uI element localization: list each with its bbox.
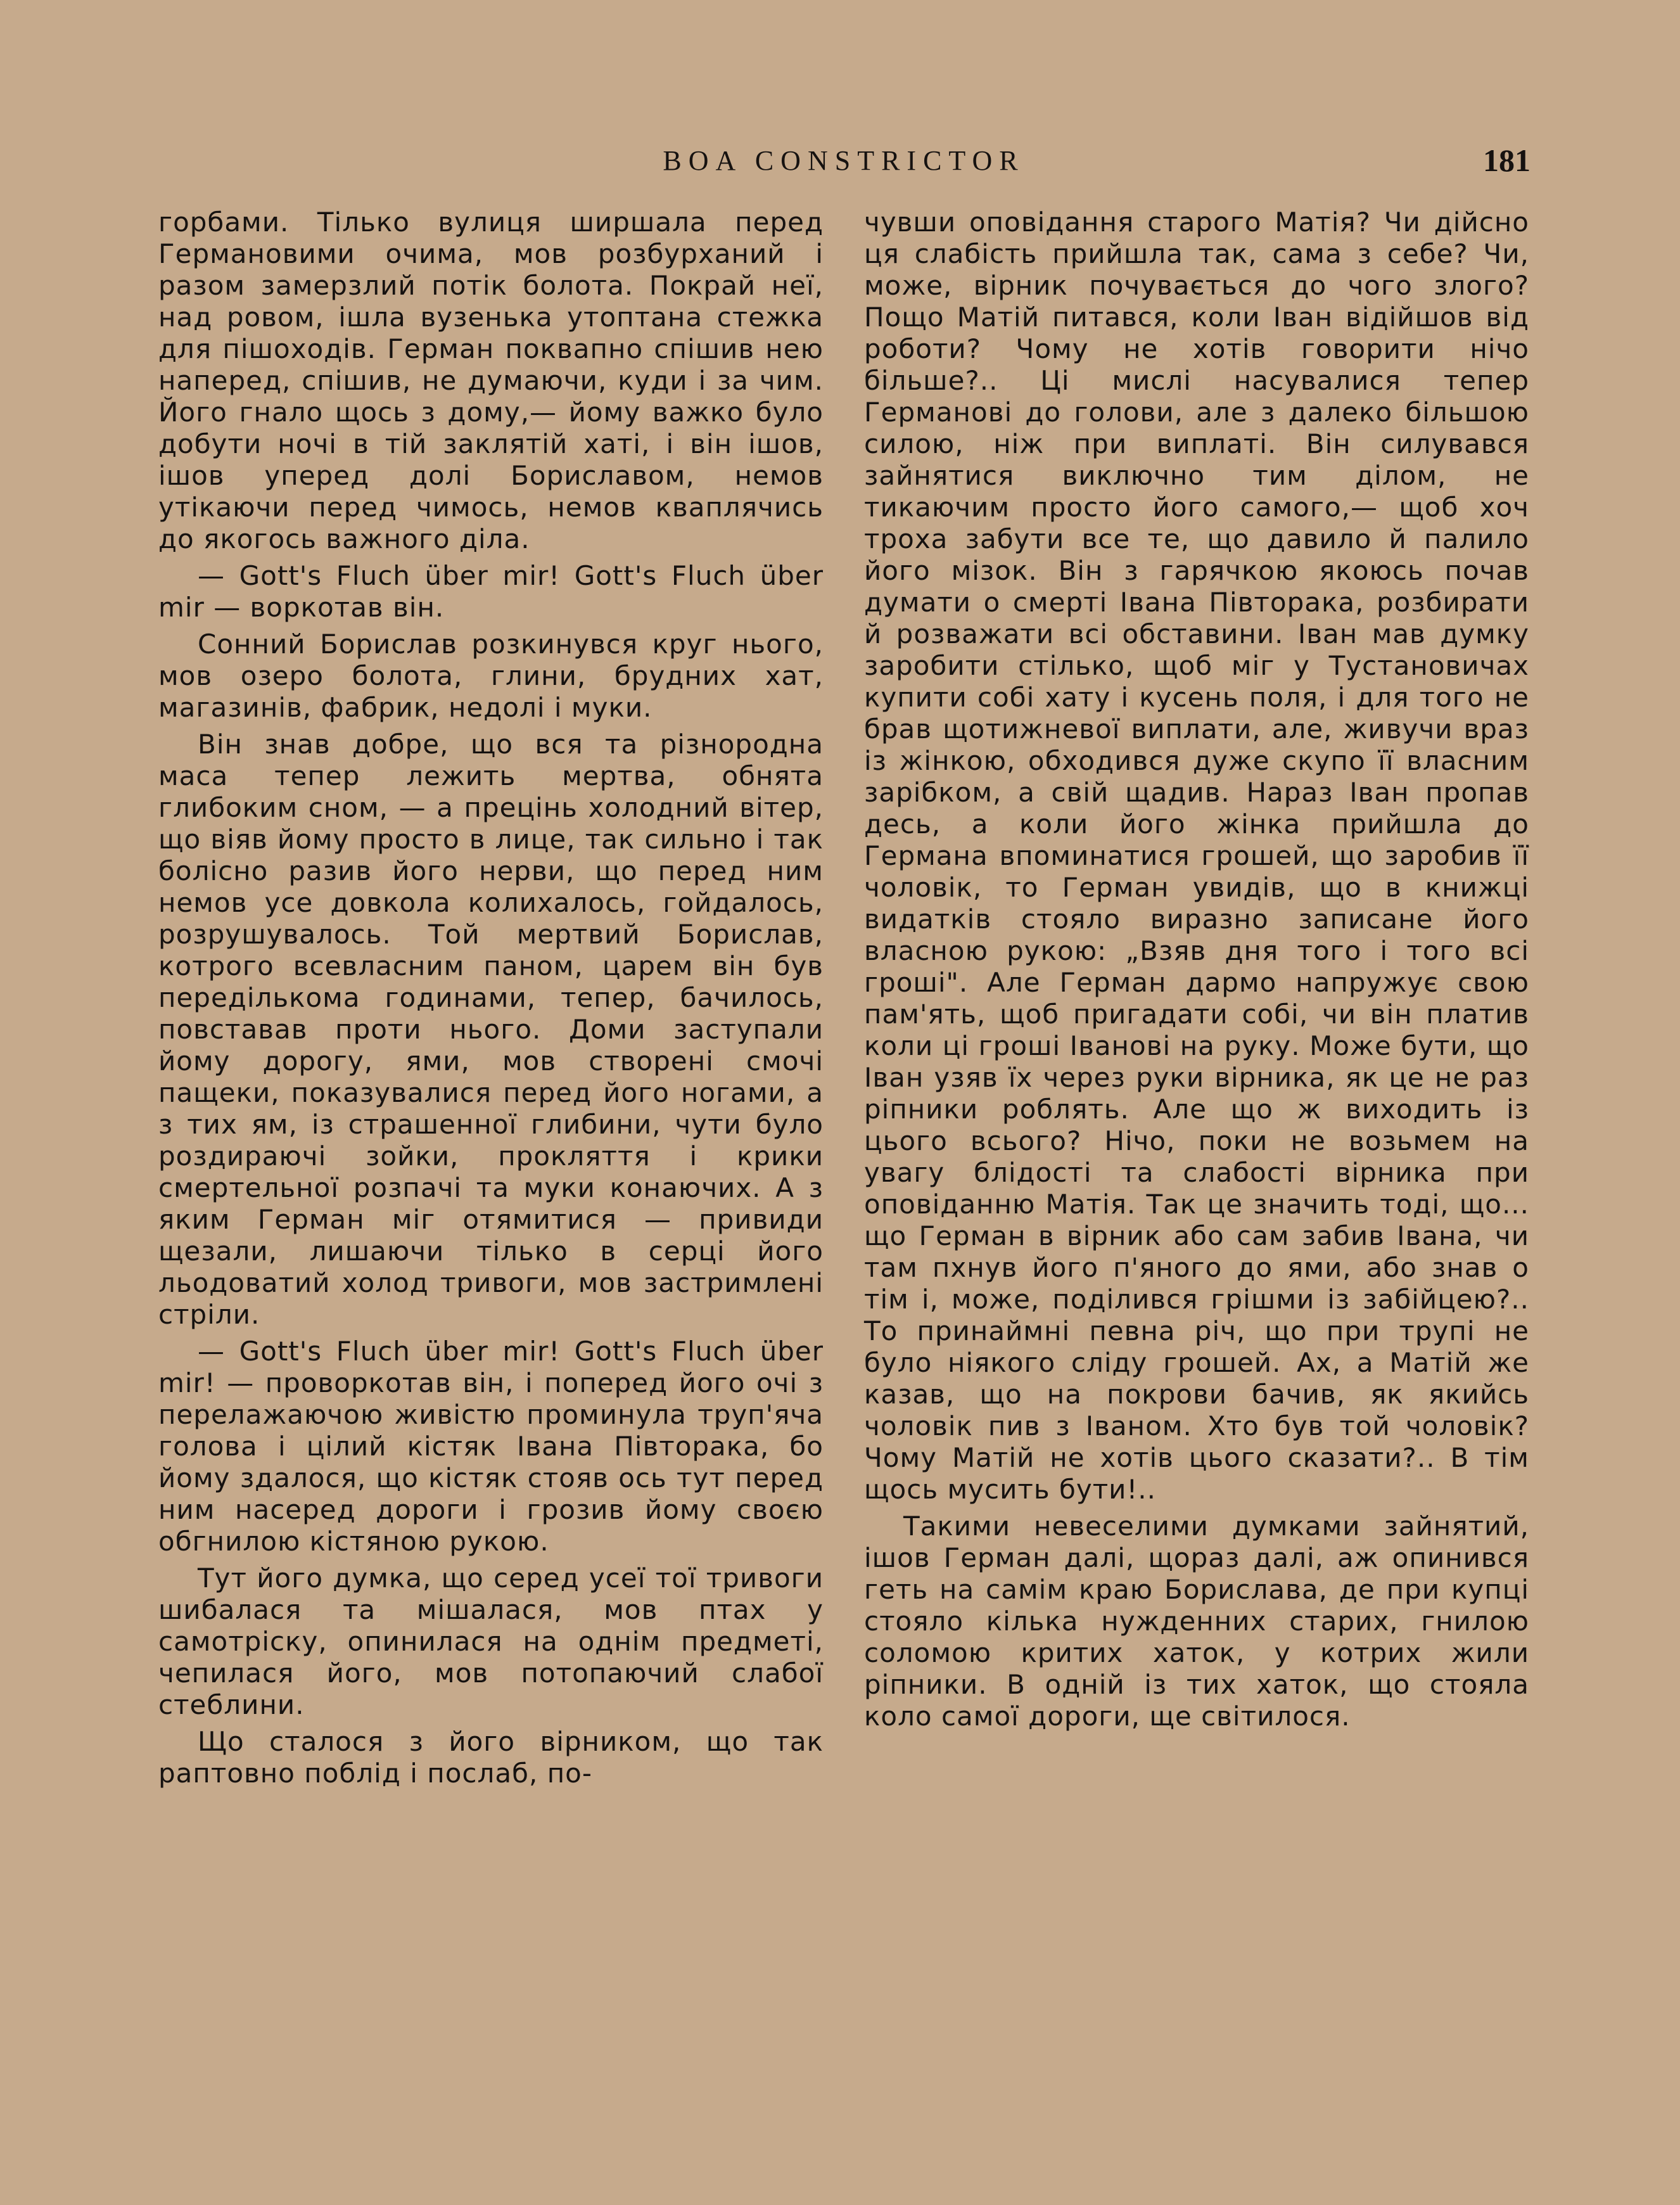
running-title: BOA CONSTRICTOR (663, 145, 1025, 176)
paragraph: Сонний Борислав розкинувся круг нього, мов озеро болота, глини, брудних хат, магазинів, фабрик, недолі і муки. (158, 629, 824, 723)
paragraph: Такими невеселими думками зайнятий, ішов Герман далі, щораз далі, аж опинився геть на самім краю Борислава, де при купці стояло кілька нужденних старих, гнилою соломою критих хаток, у котрих жили ріпники. В одній із тих хаток, що стояла коло самої дороги, ще світилося. (864, 1511, 1529, 1732)
paragraph: Що сталося з його вірником, що так раптовно поблід і послаб, по- (158, 1726, 824, 1789)
page-number: 181 (1483, 143, 1530, 178)
left-column (158, 207, 824, 1789)
running-header (157, 144, 1530, 182)
right-column (864, 207, 1529, 1732)
paragraph: Він знав добре, що вся та різнородна маса тепер лежить мертва, обнята глибоким сном, — а прецінь холодний вітер, що віяв йому просто в лице, так сильно і так болісно разив його нерви, що перед ним немов усе довкола колихалось, гойдалось, розрушувалось. Той мертвий Борислав, котрого всевласним паном, царем він був передількома годинами, тепер, бачилось, повставав проти нього. Доми заступали йому дорогу, ями, мов створені смочі пащеки, показувалися перед його ногами, а з тих ям, із страшенної глибини, чути було роздираючі зойки, прокляття і крики смертельної розпачі та муки конаючих. А з яким Герман міг отямитися — привиди щезали, лишаючи тілько в серці його льодоватий холод тривоги, мов застримлені стріли. (158, 729, 824, 1330)
paragraph: — Gott's Fluch über mir! Gott's Fluch über mir — воркотав він. (158, 560, 824, 623)
paragraph: — Gott's Fluch über mir! Gott's Fluch über mir! — проворкотав він, і поперед його очі з перелажаючою живістю проминула труп'яча голова і цілий кістяк Івана Півторака, бо йому здалося, що кістяк стояв ось тут перед ним насеред дороги і грозив йому своєю обгнилою кістяною рукою. (158, 1336, 824, 1557)
paragraph: горбами. Тілько вулиця ширшала перед Германовими очима, мов розбурханий і разом замерзлий потік болота. Покрай неї, над ровом, ішла вузенька утоптана стежка для пішоходів. Герман поквапно спішив нею наперед, спішив, не думаючи, куди і за чим. Його гнало щось з дому,— йому важко було добути ночі в тій заклятій хаті, і він ішов, ішов уперед долі Бориславом, немов утікаючи перед чимось, немов кваплячись до якогось важного діла. (158, 207, 824, 554)
paragraph: чувши оповідання старого Матія? Чи дійсно ця слабість прийшла так, сама з себе? Чи, може, вірник почувається до чого злого? Пощо Матій питався, коли Іван відійшов від роботи? Чому не хотів говорити нічо більше?.. Ці мислі насувалися тепер Германові до голови, але з далеко більшою силою, ніж при виплаті. Він силувався зайнятися виключно тим ділом, не тикаючим просто його самого,— щоб хоч троха забути все те, що давило й палило його мізок. Він з гарячкою якоюсь почав думати о смерті Івана Півторака, розбирати й розважати всі обставини. Іван мав думку заробити стілько, щоб міг у Тустановичах купити собі хату і кусень поля, і для того не брав щотижневої виплати, але, живучи враз із жінкою, обходився дуже скупо її власним зарібком, а свій щадив. Нараз Іван пропав десь, а коли його жінка прийшла до Германа впоминатися грошей, що заробив її чоловік, то Герман увидів, що в книжці видатків стояло виразно записане його власною рукою: „Взяв дня того і того всі гроші". Але Герман дармо напружує свою пам'ять, щоб пригадати собі, чи він платив коли ці гроші Іванові на руку. Може бути, що Іван узяв їх через руки вірника, як це не раз ріпники роблять. Але що ж виходить із цього всього? Нічо, поки не возьмем на увагу блідості та слабості вірника при оповіданню Матія. Так це значить тоді, що... що Герман в вірник або сам забив Івана, чи там пхнув його п'яного до ями, або знав о тім і, може, поділився грішми із забійцею?.. То принаймні певна річ, що при трупі не було ніякого сліду грошей. Ах, а Матій же казав, що на покрови бачив, як якийсь чоловік пив з Іваном. Хто був той чоловік? Чому Матій не хотів цього сказати?.. В тім щось мусить бути!.. (864, 207, 1529, 1505)
paragraph: Тут його думка, що серед усеї тої тривоги шибалася та мішалася, мов птах у самотріску, опинилася на однім предметі, чепилася його, мов потопаючий слабої стеблини. (158, 1563, 824, 1720)
